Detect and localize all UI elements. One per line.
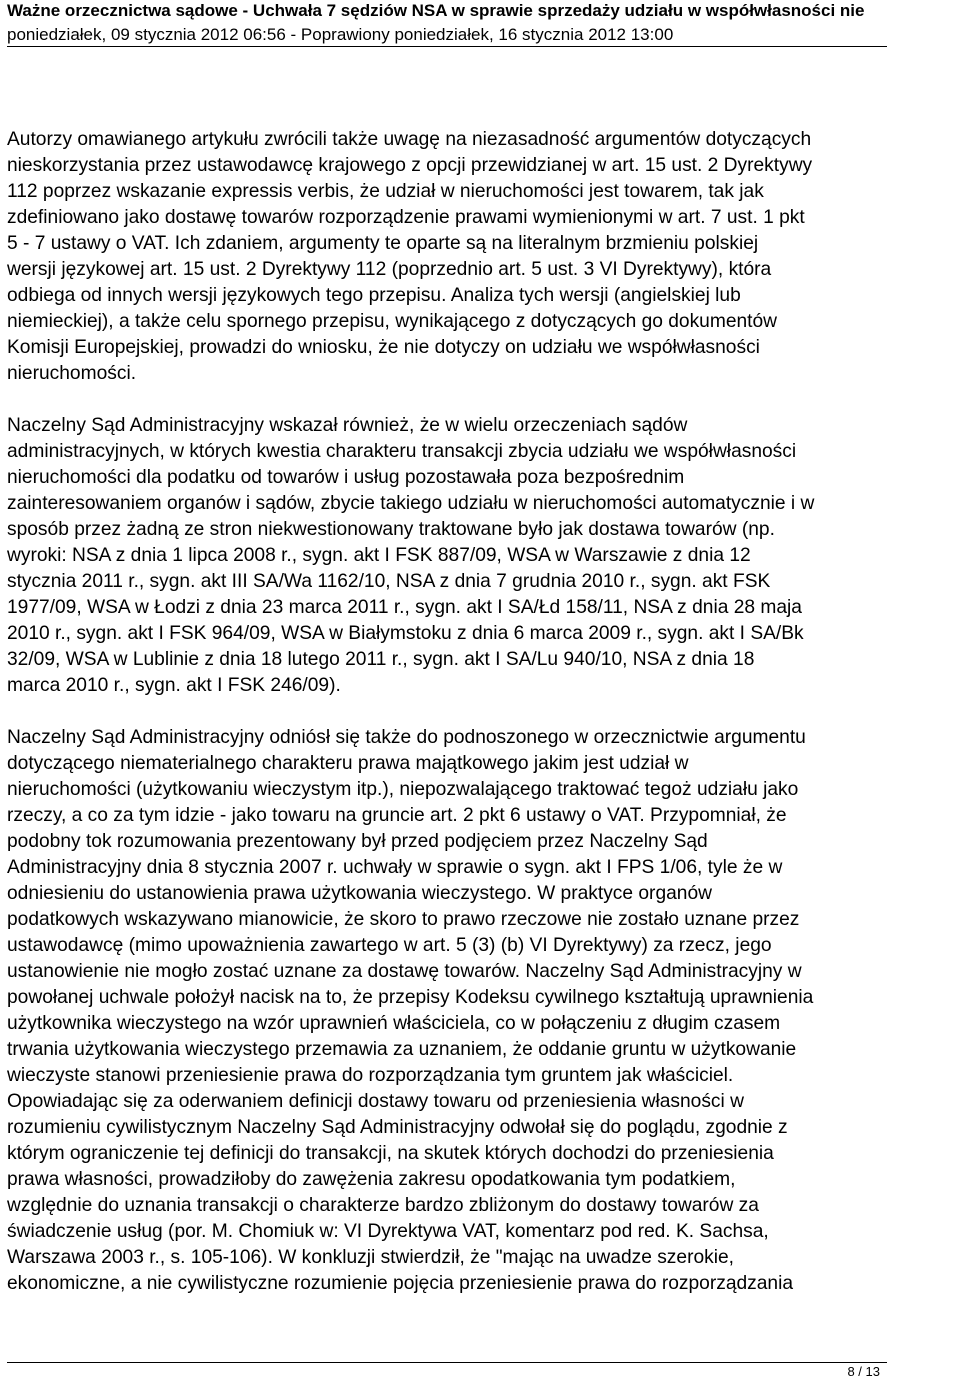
text-line: 2010 r., sygn. akt I FSK 964/09, WSA w Białymstoku z dnia 6 marca 2009 r., sygn. akt I SA/Bk: [7, 623, 804, 644]
text-line: powołanej uchwale położył nacisk na to, że przepisy Kodeksu cywilnego kształtują uprawnienia: [7, 987, 814, 1008]
document-title: Ważne orzecznictwa sądowe - Uchwała 7 sędziów NSA w sprawie sprzedaży udziału w współwłasności nie: [7, 1, 865, 20]
text-line: ustawodawcę (mimo upoważnienia zawartego w art. 5 (3) (b) VI Dyrektywy) za rzecz, jego: [7, 935, 772, 956]
header-divider: [7, 46, 887, 47]
text-line: nieruchomości.: [7, 363, 137, 384]
text-line: zainteresowaniem organów i sądów, zbycie takiego udziału w nieruchomości automatycznie i w: [7, 493, 815, 514]
body-paragraph: [7, 413, 887, 699]
text-line: użytkownika wieczystego na wzór uprawnień właściciela, co w połączeniu z długim czasem: [7, 1013, 781, 1034]
text-line: prawa własności, prowadziłoby do zawężenia zakresu opodatkowania tym podatkiem,: [7, 1169, 736, 1190]
page-number: 8 / 13: [847, 1364, 880, 1379]
text-line: podobny tok rozumowania prezentowany był przed podjęciem przez Naczelny Sąd: [7, 831, 708, 852]
page-header: [7, 0, 960, 47]
document-body: [7, 127, 887, 1297]
text-line: nieskorzystania przez ustawodawcę krajowego z opcji przewidzianej w art. 15 ust. 2 Dyrektywy: [7, 155, 813, 176]
text-line: Naczelny Sąd Administracyjny wskazał również, że w wielu orzeczeniach sądów: [7, 415, 688, 436]
text-line: 112 poprzez wskazanie expressis verbis, że udział w nieruchomości jest towarem, tak jak: [7, 181, 764, 202]
text-line: rzeczy, a co za tym idzie - jako towaru na gruncie art. 2 pkt 6 ustawy o VAT. Przypomniał, że: [7, 805, 787, 826]
text-line: Naczelny Sąd Administracyjny odniósł się także do podnoszonego w orzecznictwie argumentu: [7, 727, 806, 748]
text-line: wyroki: NSA z dnia 1 lipca 2008 r., sygn. akt I FSK 887/09, WSA w Warszawie z dnia 12: [7, 545, 751, 566]
text-line: wersji językowej art. 15 ust. 2 Dyrektywy 112 (poprzednio art. 5 ust. 3 VI Dyrektywy), która: [7, 259, 772, 280]
footer-divider: [7, 1362, 887, 1363]
text-line: 1977/09, WSA w Łodzi z dnia 23 marca 2011 r., sygn. akt I SA/Łd 158/11, NSA z dnia 28 maja: [7, 597, 802, 618]
text-line: 32/09, WSA w Lublinie z dnia 18 lutego 2011 r., sygn. akt I SA/Lu 940/10, NSA z dnia 18: [7, 649, 755, 670]
text-line: sposób przez żadną ze stron niekwestionowany traktowane było jak dostawa towarów (np.: [7, 519, 775, 540]
document-date-meta: poniedziałek, 09 stycznia 2012 06:56 - Poprawiony poniedziałek, 16 stycznia 2012 13:00: [7, 25, 674, 44]
text-line: odbiega od innych wersji językowych tego przepisu. Analiza tych wersji (angielskiej lub: [7, 285, 741, 306]
text-line: administracyjnych, w których kwestia charakteru transakcji zbycia udziału we współwłasności: [7, 441, 797, 462]
text-line: wieczyste stanowi przeniesienie prawa do rozporządzania tym gruntem jak właściciel.: [7, 1065, 734, 1086]
text-line: dotyczącego niematerialnego charakteru prawa majątkowego jakim jest udział w: [7, 753, 689, 774]
text-line: względnie do uznania transakcji o charakterze bardzo zbliżonym do dostawy towarów za: [7, 1195, 759, 1216]
text-line: ustanowienie nie mogło zostać uznane za dostawę towarów. Naczelny Sąd Administracyjny w: [7, 961, 802, 982]
text-line: marca 2010 r., sygn. akt I FSK 246/09).: [7, 675, 341, 696]
text-line: 5 - 7 ustawy o VAT. Ich zdaniem, argumenty te oparte są na literalnym brzmieniu polskiej: [7, 233, 759, 254]
text-line: niemieckiej), a także celu spornego przepisu, wynikającego z dotyczących go dokumentów: [7, 311, 778, 332]
text-line: ekonomiczne, a nie cywilistyczne rozumienie pojęcia przeniesienie prawa do rozporządzania: [7, 1273, 794, 1294]
text-line: świadczenie usług (por. M. Chomiuk w: VI Dyrektywa VAT, komentarz pod red. K. Sachsa,: [7, 1221, 769, 1242]
text-line: nieruchomości (użytkowaniu wieczystym itp.), niepozwalającego traktować tegoż udziału jako: [7, 779, 799, 800]
text-line: Opowiadając się za oderwaniem definicji dostawy towaru od przeniesienia własności w: [7, 1091, 744, 1112]
text-line: nieruchomości dla podatku od towarów i usług pozostawała poza bezpośrednim: [7, 467, 685, 488]
text-line: odniesieniu do ustanowienia prawa użytkowania wieczystego. W praktyce organów: [7, 883, 712, 904]
body-paragraph: [7, 725, 887, 1297]
text-line: trwania użytkowania wieczystego przemawia za uznaniem, że oddanie gruntu w użytkowanie: [7, 1039, 797, 1060]
text-line: Autorzy omawianego artykułu zwrócili także uwagę na niezasadność argumentów dotyczących: [7, 129, 812, 150]
body-paragraph: [7, 127, 887, 387]
text-line: którym ograniczenie tej definicji do transakcji, na skutek których dochodzi do przeniesienia: [7, 1143, 774, 1164]
text-line: podatkowych wskazywano mianowicie, że skoro to prawo rzeczowe nie zostało uznane przez: [7, 909, 800, 930]
text-line: Warszawa 2003 r., s. 105-106). W konkluzji stwierdził, że "mając na uwadze szerokie,: [7, 1247, 734, 1268]
text-line: rozumieniu cywilistycznym Naczelny Sąd Administracyjny odwołał się do poglądu, zgodnie z: [7, 1117, 788, 1138]
text-line: Komisji Europejskiej, prowadzi do wniosku, że nie dotyczy on udziału we współwłasności: [7, 337, 760, 358]
text-line: stycznia 2011 r., sygn. akt III SA/Wa 1162/10, NSA z dnia 7 grudnia 2010 r., sygn. akt FSK: [7, 571, 771, 592]
text-line: Administracyjny dnia 8 stycznia 2007 r. uchwały w sprawie o sygn. akt I FPS 1/06, tyle że w: [7, 857, 783, 878]
text-line: zdefiniowano jako dostawę towarów rozporządzenie prawami wymienionymi w art. 7 ust. 1 pkt: [7, 207, 805, 228]
